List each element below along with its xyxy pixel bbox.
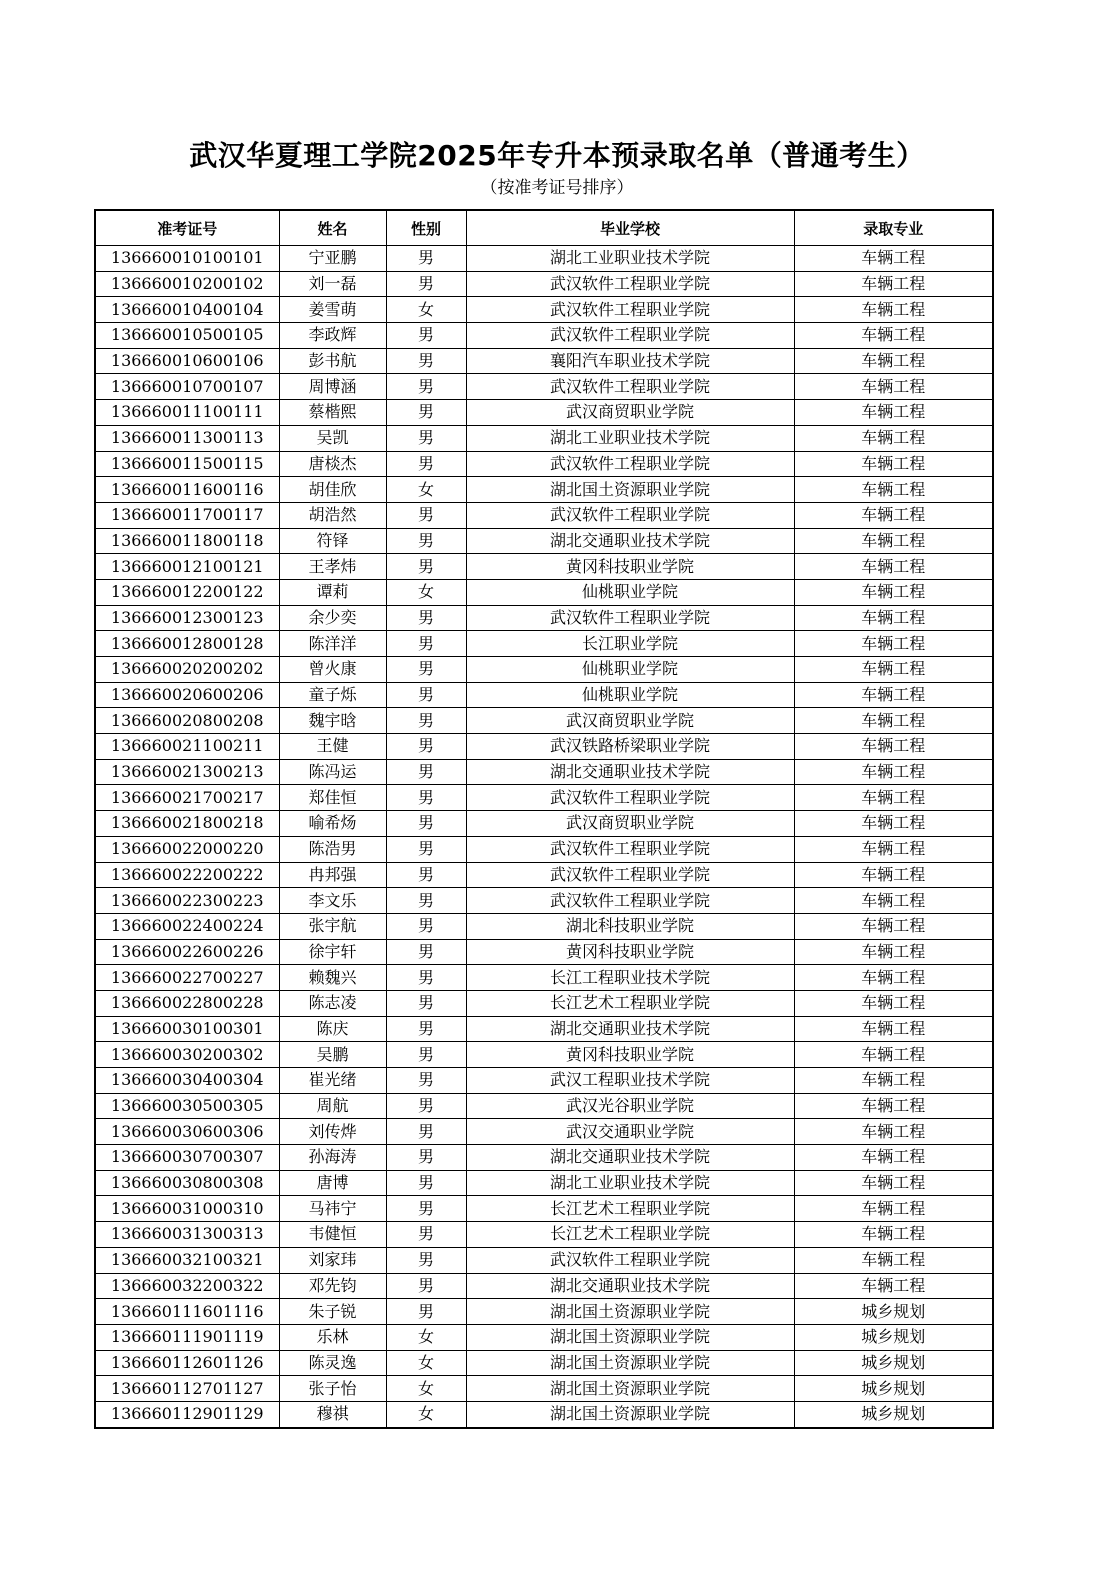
cell-name: 王孝炜 (279, 554, 386, 580)
table-row (95, 888, 993, 914)
cell-school: 长江艺术工程职业学院 (466, 1222, 794, 1248)
cell-school: 武汉软件工程职业学院 (466, 836, 794, 862)
cell-name: 穆祺 (279, 1401, 386, 1427)
cell-major: 车辆工程 (794, 323, 993, 349)
cell-name: 韦健恒 (279, 1222, 386, 1248)
table-row (95, 1376, 993, 1402)
cell-major: 城乡规划 (794, 1376, 993, 1402)
cell-gender: 男 (386, 1299, 466, 1325)
cell-school: 湖北工业职业技术学院 (466, 425, 794, 451)
cell-gender: 男 (386, 1222, 466, 1248)
cell-school: 黄冈科技职业学院 (466, 939, 794, 965)
cell-exam-id: 136660010400104 (95, 297, 279, 323)
cell-major: 车辆工程 (794, 862, 993, 888)
cell-gender: 男 (386, 631, 466, 657)
cell-exam-id: 136660011500115 (95, 451, 279, 477)
table-row (95, 1401, 993, 1427)
cell-school: 湖北交通职业技术学院 (466, 1273, 794, 1299)
cell-major: 车辆工程 (794, 1273, 993, 1299)
table-row (95, 323, 993, 349)
cell-school: 武汉光谷职业学院 (466, 1093, 794, 1119)
table-row (95, 1145, 993, 1171)
cell-exam-id: 136660021100211 (95, 734, 279, 760)
cell-name: 孙海涛 (279, 1145, 386, 1171)
cell-exam-id: 136660030400304 (95, 1068, 279, 1094)
cell-school: 仙桃职业学院 (466, 657, 794, 683)
cell-gender: 男 (386, 785, 466, 811)
cell-school: 武汉铁路桥梁职业学院 (466, 734, 794, 760)
cell-major: 车辆工程 (794, 554, 993, 580)
cell-name: 宁亚鹏 (279, 246, 386, 272)
cell-major: 车辆工程 (794, 1247, 993, 1273)
cell-exam-id: 136660022200222 (95, 862, 279, 888)
table-row (95, 1299, 993, 1325)
cell-major: 车辆工程 (794, 579, 993, 605)
cell-major: 车辆工程 (794, 1093, 993, 1119)
cell-major: 车辆工程 (794, 682, 993, 708)
cell-major: 车辆工程 (794, 1068, 993, 1094)
cell-major: 车辆工程 (794, 631, 993, 657)
cell-school: 武汉软件工程职业学院 (466, 785, 794, 811)
cell-major: 车辆工程 (794, 348, 993, 374)
cell-name: 陈洋洋 (279, 631, 386, 657)
table-row (95, 1119, 993, 1145)
cell-major: 车辆工程 (794, 1042, 993, 1068)
cell-name: 彭书航 (279, 348, 386, 374)
cell-name: 刘家玮 (279, 1247, 386, 1273)
table-row (95, 1042, 993, 1068)
table-row (95, 400, 993, 426)
cell-exam-id: 136660011700117 (95, 502, 279, 528)
cell-gender: 男 (386, 1119, 466, 1145)
cell-gender: 男 (386, 965, 466, 991)
cell-exam-id: 136660011300113 (95, 425, 279, 451)
cell-gender: 男 (386, 1196, 466, 1222)
cell-exam-id: 136660022600226 (95, 939, 279, 965)
table-row (95, 1324, 993, 1350)
cell-gender: 男 (386, 425, 466, 451)
cell-major: 车辆工程 (794, 425, 993, 451)
cell-major: 车辆工程 (794, 785, 993, 811)
cell-gender: 男 (386, 939, 466, 965)
cell-major: 车辆工程 (794, 1170, 993, 1196)
cell-major: 城乡规划 (794, 1299, 993, 1325)
cell-gender: 男 (386, 734, 466, 760)
cell-name: 王健 (279, 734, 386, 760)
cell-major: 车辆工程 (794, 734, 993, 760)
cell-gender: 男 (386, 528, 466, 554)
cell-school: 仙桃职业学院 (466, 579, 794, 605)
cell-gender: 男 (386, 374, 466, 400)
cell-school: 湖北科技职业学院 (466, 913, 794, 939)
cell-exam-id: 136660021700217 (95, 785, 279, 811)
cell-name: 魏宇晗 (279, 708, 386, 734)
cell-school: 黄冈科技职业学院 (466, 1042, 794, 1068)
cell-name: 唐博 (279, 1170, 386, 1196)
cell-gender: 男 (386, 811, 466, 837)
cell-school: 武汉软件工程职业学院 (466, 862, 794, 888)
cell-major: 车辆工程 (794, 965, 993, 991)
table-row (95, 836, 993, 862)
cell-gender: 男 (386, 913, 466, 939)
cell-school: 湖北交通职业技术学院 (466, 759, 794, 785)
cell-school: 武汉软件工程职业学院 (466, 1247, 794, 1273)
cell-exam-id: 136660111901119 (95, 1324, 279, 1350)
column-header-gender: 性别 (386, 210, 466, 246)
cell-gender: 男 (386, 348, 466, 374)
cell-exam-id: 136660011100111 (95, 400, 279, 426)
cell-gender: 男 (386, 657, 466, 683)
cell-major: 车辆工程 (794, 1016, 993, 1042)
cell-gender: 女 (386, 297, 466, 323)
cell-exam-id: 136660010700107 (95, 374, 279, 400)
cell-name: 余少奕 (279, 605, 386, 631)
cell-gender: 男 (386, 451, 466, 477)
table-row (95, 785, 993, 811)
cell-name: 姜雪萌 (279, 297, 386, 323)
cell-school: 湖北国土资源职业学院 (466, 477, 794, 503)
cell-name: 陈冯运 (279, 759, 386, 785)
table-row (95, 1222, 993, 1248)
cell-major: 车辆工程 (794, 297, 993, 323)
cell-school: 湖北国土资源职业学院 (466, 1376, 794, 1402)
cell-school: 湖北国土资源职业学院 (466, 1299, 794, 1325)
header-row (95, 210, 993, 246)
cell-name: 胡浩然 (279, 502, 386, 528)
cell-exam-id: 136660022700227 (95, 965, 279, 991)
cell-gender: 男 (386, 682, 466, 708)
cell-exam-id: 136660112901129 (95, 1401, 279, 1427)
cell-exam-id: 136660010100101 (95, 246, 279, 272)
column-header-name: 姓名 (279, 210, 386, 246)
cell-name: 崔光绪 (279, 1068, 386, 1094)
table-row (95, 1247, 993, 1273)
table-row (95, 682, 993, 708)
table-row (95, 374, 993, 400)
cell-major: 车辆工程 (794, 605, 993, 631)
cell-gender: 女 (386, 579, 466, 605)
cell-major: 车辆工程 (794, 811, 993, 837)
table-row (95, 271, 993, 297)
cell-major: 车辆工程 (794, 451, 993, 477)
cell-name: 李政辉 (279, 323, 386, 349)
cell-exam-id: 136660032200322 (95, 1273, 279, 1299)
cell-exam-id: 136660032100321 (95, 1247, 279, 1273)
cell-major: 车辆工程 (794, 528, 993, 554)
column-header-exam-id: 准考证号 (95, 210, 279, 246)
cell-major: 车辆工程 (794, 913, 993, 939)
cell-school: 武汉软件工程职业学院 (466, 271, 794, 297)
cell-exam-id: 136660011800118 (95, 528, 279, 554)
cell-school: 武汉软件工程职业学院 (466, 323, 794, 349)
cell-major: 车辆工程 (794, 502, 993, 528)
cell-name: 胡佳欣 (279, 477, 386, 503)
cell-gender: 男 (386, 554, 466, 580)
cell-major: 车辆工程 (794, 1119, 993, 1145)
table-row (95, 939, 993, 965)
table-row (95, 451, 993, 477)
cell-gender: 女 (386, 1350, 466, 1376)
cell-name: 陈庆 (279, 1016, 386, 1042)
cell-major: 车辆工程 (794, 477, 993, 503)
cell-exam-id: 136660030600306 (95, 1119, 279, 1145)
cell-name: 冉邦强 (279, 862, 386, 888)
cell-major: 车辆工程 (794, 888, 993, 914)
cell-gender: 女 (386, 477, 466, 503)
cell-exam-id: 136660030700307 (95, 1145, 279, 1171)
cell-major: 车辆工程 (794, 374, 993, 400)
cell-gender: 男 (386, 708, 466, 734)
cell-exam-id: 136660112701127 (95, 1376, 279, 1402)
cell-school: 武汉软件工程职业学院 (466, 502, 794, 528)
cell-school: 湖北交通职业技术学院 (466, 528, 794, 554)
cell-major: 车辆工程 (794, 836, 993, 862)
table-row (95, 811, 993, 837)
table-row (95, 913, 993, 939)
table-row (95, 502, 993, 528)
cell-gender: 男 (386, 1273, 466, 1299)
cell-name: 蔡楷熙 (279, 400, 386, 426)
cell-exam-id: 136660022300223 (95, 888, 279, 914)
cell-name: 吴凯 (279, 425, 386, 451)
cell-name: 张子怡 (279, 1376, 386, 1402)
admission-table (94, 209, 994, 1429)
cell-school: 襄阳汽车职业技术学院 (466, 348, 794, 374)
cell-gender: 男 (386, 1145, 466, 1171)
cell-name: 周博涵 (279, 374, 386, 400)
cell-major: 车辆工程 (794, 657, 993, 683)
cell-gender: 男 (386, 759, 466, 785)
cell-exam-id: 136660111601116 (95, 1299, 279, 1325)
table-row (95, 990, 993, 1016)
cell-school: 武汉商贸职业学院 (466, 400, 794, 426)
table-row (95, 759, 993, 785)
cell-exam-id: 136660012100121 (95, 554, 279, 580)
cell-gender: 男 (386, 605, 466, 631)
column-header-major: 录取专业 (794, 210, 993, 246)
cell-exam-id: 136660010600106 (95, 348, 279, 374)
cell-gender: 男 (386, 1170, 466, 1196)
cell-major: 城乡规划 (794, 1350, 993, 1376)
column-header-school: 毕业学校 (466, 210, 794, 246)
cell-gender: 男 (386, 502, 466, 528)
cell-exam-id: 136660012300123 (95, 605, 279, 631)
cell-school: 武汉软件工程职业学院 (466, 297, 794, 323)
cell-school: 长江艺术工程职业学院 (466, 1196, 794, 1222)
table-row (95, 348, 993, 374)
cell-exam-id: 136660012800128 (95, 631, 279, 657)
cell-gender: 男 (386, 1247, 466, 1273)
table-row (95, 1170, 993, 1196)
cell-major: 车辆工程 (794, 759, 993, 785)
table-row (95, 425, 993, 451)
cell-name: 曾火康 (279, 657, 386, 683)
page-subtitle: （按准考证号排序） (480, 178, 634, 198)
cell-name: 符铎 (279, 528, 386, 554)
table-row (95, 1350, 993, 1376)
cell-school: 湖北国土资源职业学院 (466, 1350, 794, 1376)
table-body (95, 246, 993, 1428)
table-header (95, 210, 993, 246)
cell-school: 武汉交通职业学院 (466, 1119, 794, 1145)
cell-school: 湖北交通职业技术学院 (466, 1016, 794, 1042)
cell-exam-id: 136660010500105 (95, 323, 279, 349)
cell-name: 吴鹏 (279, 1042, 386, 1068)
table-row (95, 246, 993, 272)
cell-name: 童子烁 (279, 682, 386, 708)
cell-major: 车辆工程 (794, 990, 993, 1016)
cell-school: 武汉商贸职业学院 (466, 708, 794, 734)
cell-gender: 女 (386, 1324, 466, 1350)
cell-exam-id: 136660112601126 (95, 1350, 279, 1376)
cell-name: 张宇航 (279, 913, 386, 939)
cell-exam-id: 136660022800228 (95, 990, 279, 1016)
table-row (95, 1196, 993, 1222)
cell-name: 刘一磊 (279, 271, 386, 297)
cell-major: 车辆工程 (794, 271, 993, 297)
cell-exam-id: 136660020600206 (95, 682, 279, 708)
table-row (95, 862, 993, 888)
table-row (95, 1016, 993, 1042)
table-row (95, 708, 993, 734)
table-row (95, 528, 993, 554)
cell-gender: 男 (386, 1068, 466, 1094)
table-row (95, 579, 993, 605)
cell-exam-id: 136660020200202 (95, 657, 279, 683)
table-row (95, 477, 993, 503)
table-row (95, 1273, 993, 1299)
table-row (95, 734, 993, 760)
cell-school: 湖北国土资源职业学院 (466, 1324, 794, 1350)
cell-school: 武汉软件工程职业学院 (466, 888, 794, 914)
cell-gender: 男 (386, 271, 466, 297)
table-row (95, 1068, 993, 1094)
cell-exam-id: 136660011600116 (95, 477, 279, 503)
cell-major: 城乡规划 (794, 1401, 993, 1427)
cell-name: 邓先钧 (279, 1273, 386, 1299)
cell-exam-id: 136660022400224 (95, 913, 279, 939)
cell-major: 车辆工程 (794, 1145, 993, 1171)
cell-major: 车辆工程 (794, 1196, 993, 1222)
cell-exam-id: 136660022000220 (95, 836, 279, 862)
cell-name: 郑佳恒 (279, 785, 386, 811)
cell-name: 乐林 (279, 1324, 386, 1350)
cell-school: 湖北工业职业技术学院 (466, 246, 794, 272)
table-row (95, 1093, 993, 1119)
cell-name: 喻希炀 (279, 811, 386, 837)
cell-gender: 女 (386, 1376, 466, 1402)
cell-name: 赖魏兴 (279, 965, 386, 991)
cell-gender: 男 (386, 1042, 466, 1068)
cell-school: 长江艺术工程职业学院 (466, 990, 794, 1016)
cell-school: 湖北交通职业技术学院 (466, 1145, 794, 1171)
cell-gender: 男 (386, 1093, 466, 1119)
cell-name: 陈志凌 (279, 990, 386, 1016)
cell-exam-id: 136660010200102 (95, 271, 279, 297)
cell-exam-id: 136660030200302 (95, 1042, 279, 1068)
cell-name: 徐宇轩 (279, 939, 386, 965)
cell-major: 车辆工程 (794, 1222, 993, 1248)
cell-exam-id: 136660031300313 (95, 1222, 279, 1248)
cell-school: 湖北工业职业技术学院 (466, 1170, 794, 1196)
cell-gender: 女 (386, 1401, 466, 1427)
cell-major: 车辆工程 (794, 708, 993, 734)
cell-name: 周航 (279, 1093, 386, 1119)
cell-exam-id: 136660020800208 (95, 708, 279, 734)
cell-name: 李文乐 (279, 888, 386, 914)
cell-gender: 男 (386, 1016, 466, 1042)
cell-exam-id: 136660021300213 (95, 759, 279, 785)
table-row (95, 657, 993, 683)
cell-gender: 男 (386, 862, 466, 888)
table-row (95, 605, 993, 631)
cell-gender: 男 (386, 323, 466, 349)
page-title: 武汉华夏理工学院2025年专升本预录取名单（普通考生） (189, 139, 925, 172)
cell-gender: 男 (386, 246, 466, 272)
cell-exam-id: 136660030100301 (95, 1016, 279, 1042)
cell-major: 车辆工程 (794, 246, 993, 272)
cell-school: 武汉商贸职业学院 (466, 811, 794, 837)
cell-exam-id: 136660012200122 (95, 579, 279, 605)
cell-major: 车辆工程 (794, 939, 993, 965)
cell-name: 谭莉 (279, 579, 386, 605)
cell-name: 刘传烨 (279, 1119, 386, 1145)
cell-gender: 男 (386, 400, 466, 426)
cell-school: 武汉软件工程职业学院 (466, 374, 794, 400)
cell-school: 长江工程职业技术学院 (466, 965, 794, 991)
cell-school: 武汉工程职业技术学院 (466, 1068, 794, 1094)
cell-name: 马祎宁 (279, 1196, 386, 1222)
cell-school: 武汉软件工程职业学院 (466, 605, 794, 631)
cell-name: 朱子锐 (279, 1299, 386, 1325)
cell-exam-id: 136660030500305 (95, 1093, 279, 1119)
cell-school: 仙桃职业学院 (466, 682, 794, 708)
cell-school: 武汉软件工程职业学院 (466, 451, 794, 477)
cell-major: 车辆工程 (794, 400, 993, 426)
cell-gender: 男 (386, 836, 466, 862)
cell-gender: 男 (386, 888, 466, 914)
cell-major: 城乡规划 (794, 1324, 993, 1350)
cell-exam-id: 136660021800218 (95, 811, 279, 837)
table-row (95, 554, 993, 580)
cell-exam-id: 136660031000310 (95, 1196, 279, 1222)
cell-school: 长江职业学院 (466, 631, 794, 657)
table-row (95, 297, 993, 323)
cell-name: 陈浩男 (279, 836, 386, 862)
table-row (95, 631, 993, 657)
cell-exam-id: 136660030800308 (95, 1170, 279, 1196)
cell-gender: 男 (386, 990, 466, 1016)
cell-school: 湖北国土资源职业学院 (466, 1401, 794, 1427)
table-row (95, 965, 993, 991)
cell-school: 黄冈科技职业学院 (466, 554, 794, 580)
cell-name: 陈灵逸 (279, 1350, 386, 1376)
cell-name: 唐棪杰 (279, 451, 386, 477)
